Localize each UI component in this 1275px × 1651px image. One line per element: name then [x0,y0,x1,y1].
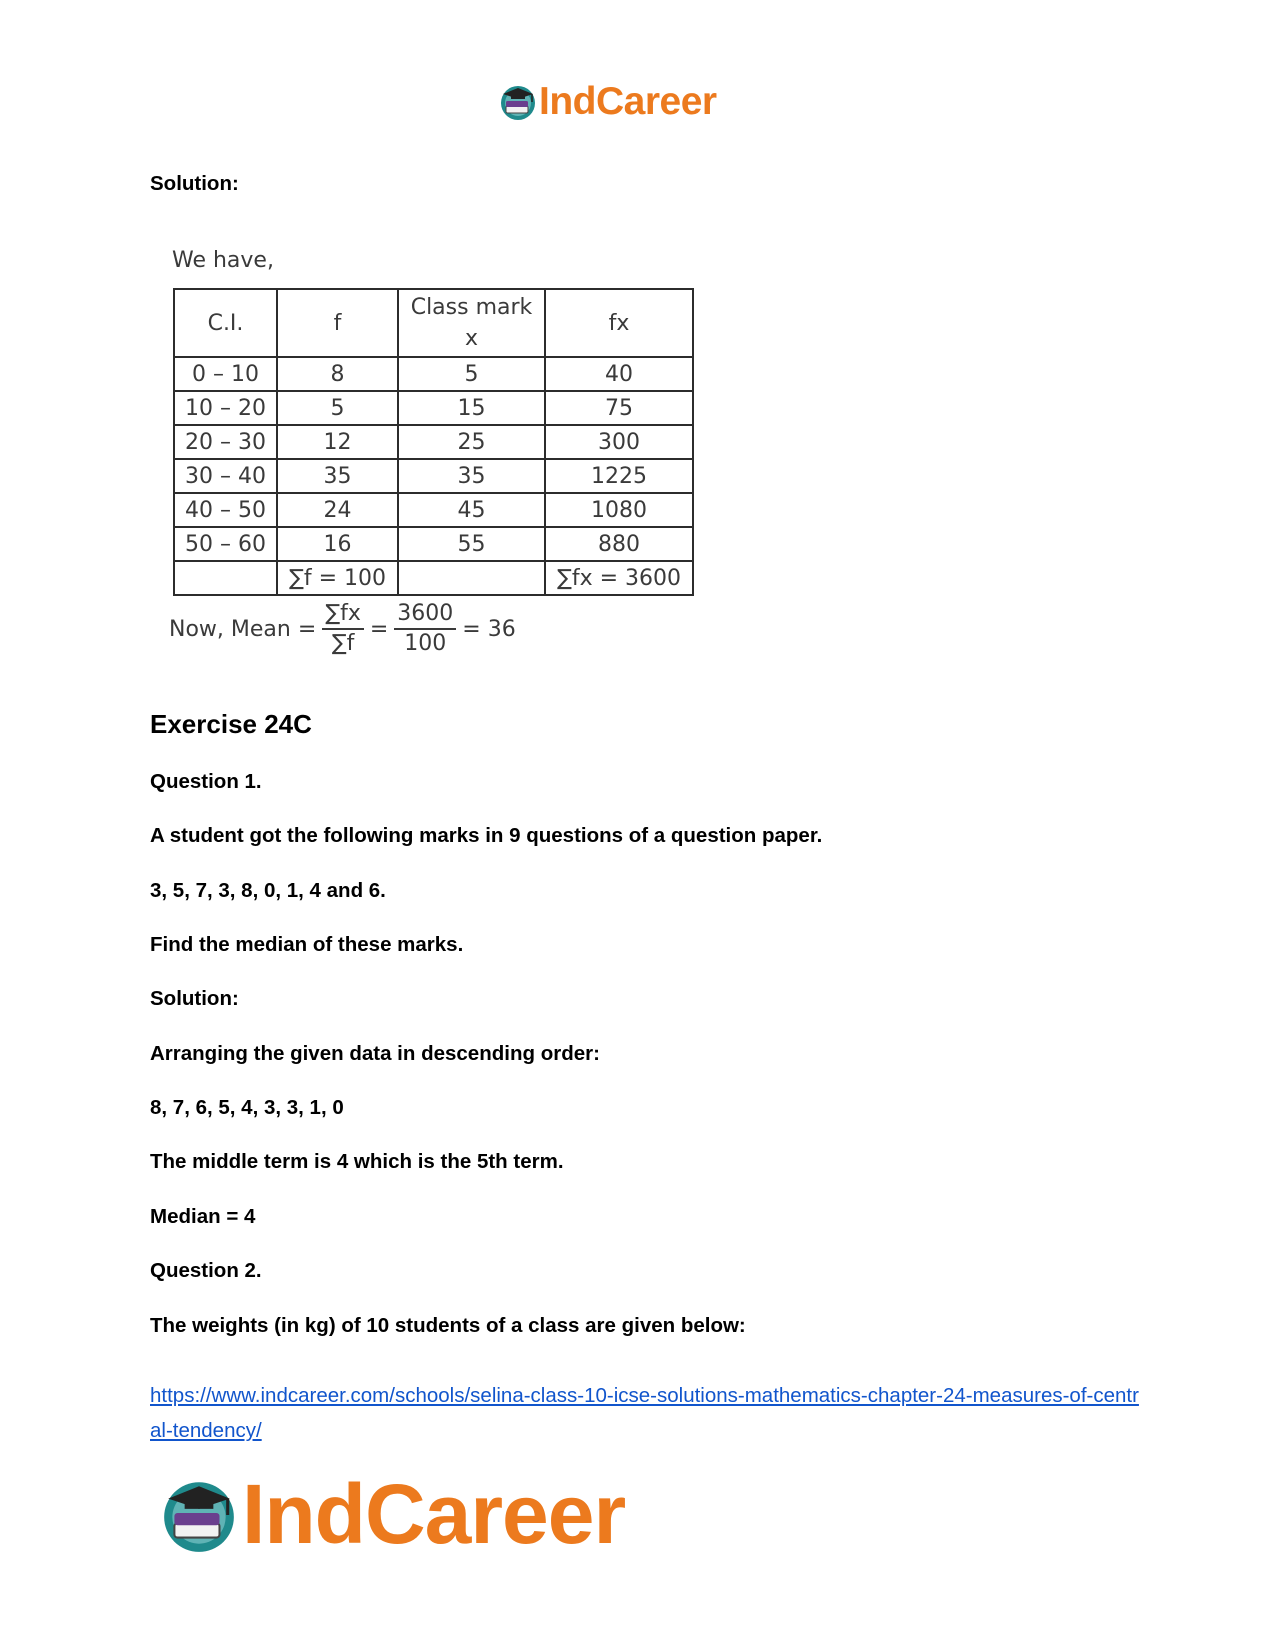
cell-f: 24 [277,493,398,527]
cell-ci: 10 – 20 [174,391,277,425]
cell-f: 5 [277,391,398,425]
cell-ci: 30 – 40 [174,459,277,493]
header-class-mark-label: Class mark [410,295,533,320]
mean-prefix: Now, Mean = [169,616,317,642]
mean-fraction-numeric [394,600,456,658]
equals-sign: = [369,616,389,642]
cell-fx: 880 [545,527,693,561]
question-1-data: 3, 5, 7, 3, 8, 0, 1, 4 and 6. [150,879,386,902]
exercise-title: Exercise 24C [150,709,312,739]
cell-x: 15 [398,391,545,425]
table-intro: We have, [172,248,274,273]
cell-empty [174,561,277,595]
frequency-table [173,288,694,596]
table-row [174,527,693,561]
cell-f: 8 [277,357,398,391]
solution-label: Solution: [150,172,239,195]
question-1-text: A student got the following marks in 9 questions of a question paper. [150,824,823,847]
question-1-sorted: 8, 7, 6, 5, 4, 3, 3, 1, 0 [150,1096,344,1119]
cell-x: 55 [398,527,545,561]
question-1-step1: Arranging the given data in descending order: [150,1042,600,1065]
question-1-ask: Find the median of these marks. [150,933,464,956]
header-f: f [277,289,398,357]
header-class-mark-x: x [464,326,479,351]
mean-result: = 36 [462,616,516,642]
question-1-solution-label: Solution: [150,987,239,1010]
table-row [174,391,693,425]
fraction-numerator: 3600 [394,600,456,630]
header-fx: fx [545,289,693,357]
table-row [174,425,693,459]
mean-formula [169,600,516,658]
cell-x: 45 [398,493,545,527]
cell-fx: 300 [545,425,693,459]
question-1-step2: The middle term is 4 which is the 5th term. [150,1150,564,1173]
table-row [174,493,693,527]
cell-x: 25 [398,425,545,459]
mean-fraction-symbolic [322,600,364,658]
cell-x: 5 [398,357,545,391]
cell-ci: 50 – 60 [174,527,277,561]
cell-f: 35 [277,459,398,493]
question-1-label: Question 1. [150,770,262,793]
header-class-mark [398,289,545,357]
cell-ci: 0 – 10 [174,357,277,391]
question-1-answer: Median = 4 [150,1205,256,1228]
indcareer-logo-bottom [158,1466,625,1563]
brand-name: IndCareer [242,1467,626,1561]
source-link[interactable]: https://www.indcareer.com/schools/selina-class-10-icse-solutions-mathematics-chapter-24-measures-of-central-tendency/ [150,1384,1139,1442]
cell-f: 12 [277,425,398,459]
fraction-numerator: ∑fx [322,600,364,630]
graduation-book-icon [498,82,538,122]
cell-ci: 40 – 50 [174,493,277,527]
fraction-denominator: 100 [404,631,447,656]
fraction-denominator: ∑f [331,631,355,656]
table-row [174,459,693,493]
cell-total-f: ∑f = 100 [277,561,398,595]
brand-name: IndCareer [539,80,717,123]
cell-fx: 1080 [545,493,693,527]
header-ci: C.I. [174,289,277,357]
cell-x: 35 [398,459,545,493]
cell-total-fx: ∑fx = 3600 [545,561,693,595]
table-total-row [174,561,693,595]
table-header-row [174,289,693,357]
question-2-label: Question 2. [150,1259,262,1282]
cell-fx: 40 [545,357,693,391]
cell-fx: 75 [545,391,693,425]
graduation-book-icon [158,1474,240,1556]
cell-ci: 20 – 30 [174,425,277,459]
table-row [174,357,693,391]
cell-empty [398,561,545,595]
cell-fx: 1225 [545,459,693,493]
indcareer-logo-top [498,80,717,124]
question-2-text: The weights (in kg) of 10 students of a class are given below: [150,1314,746,1337]
cell-f: 16 [277,527,398,561]
